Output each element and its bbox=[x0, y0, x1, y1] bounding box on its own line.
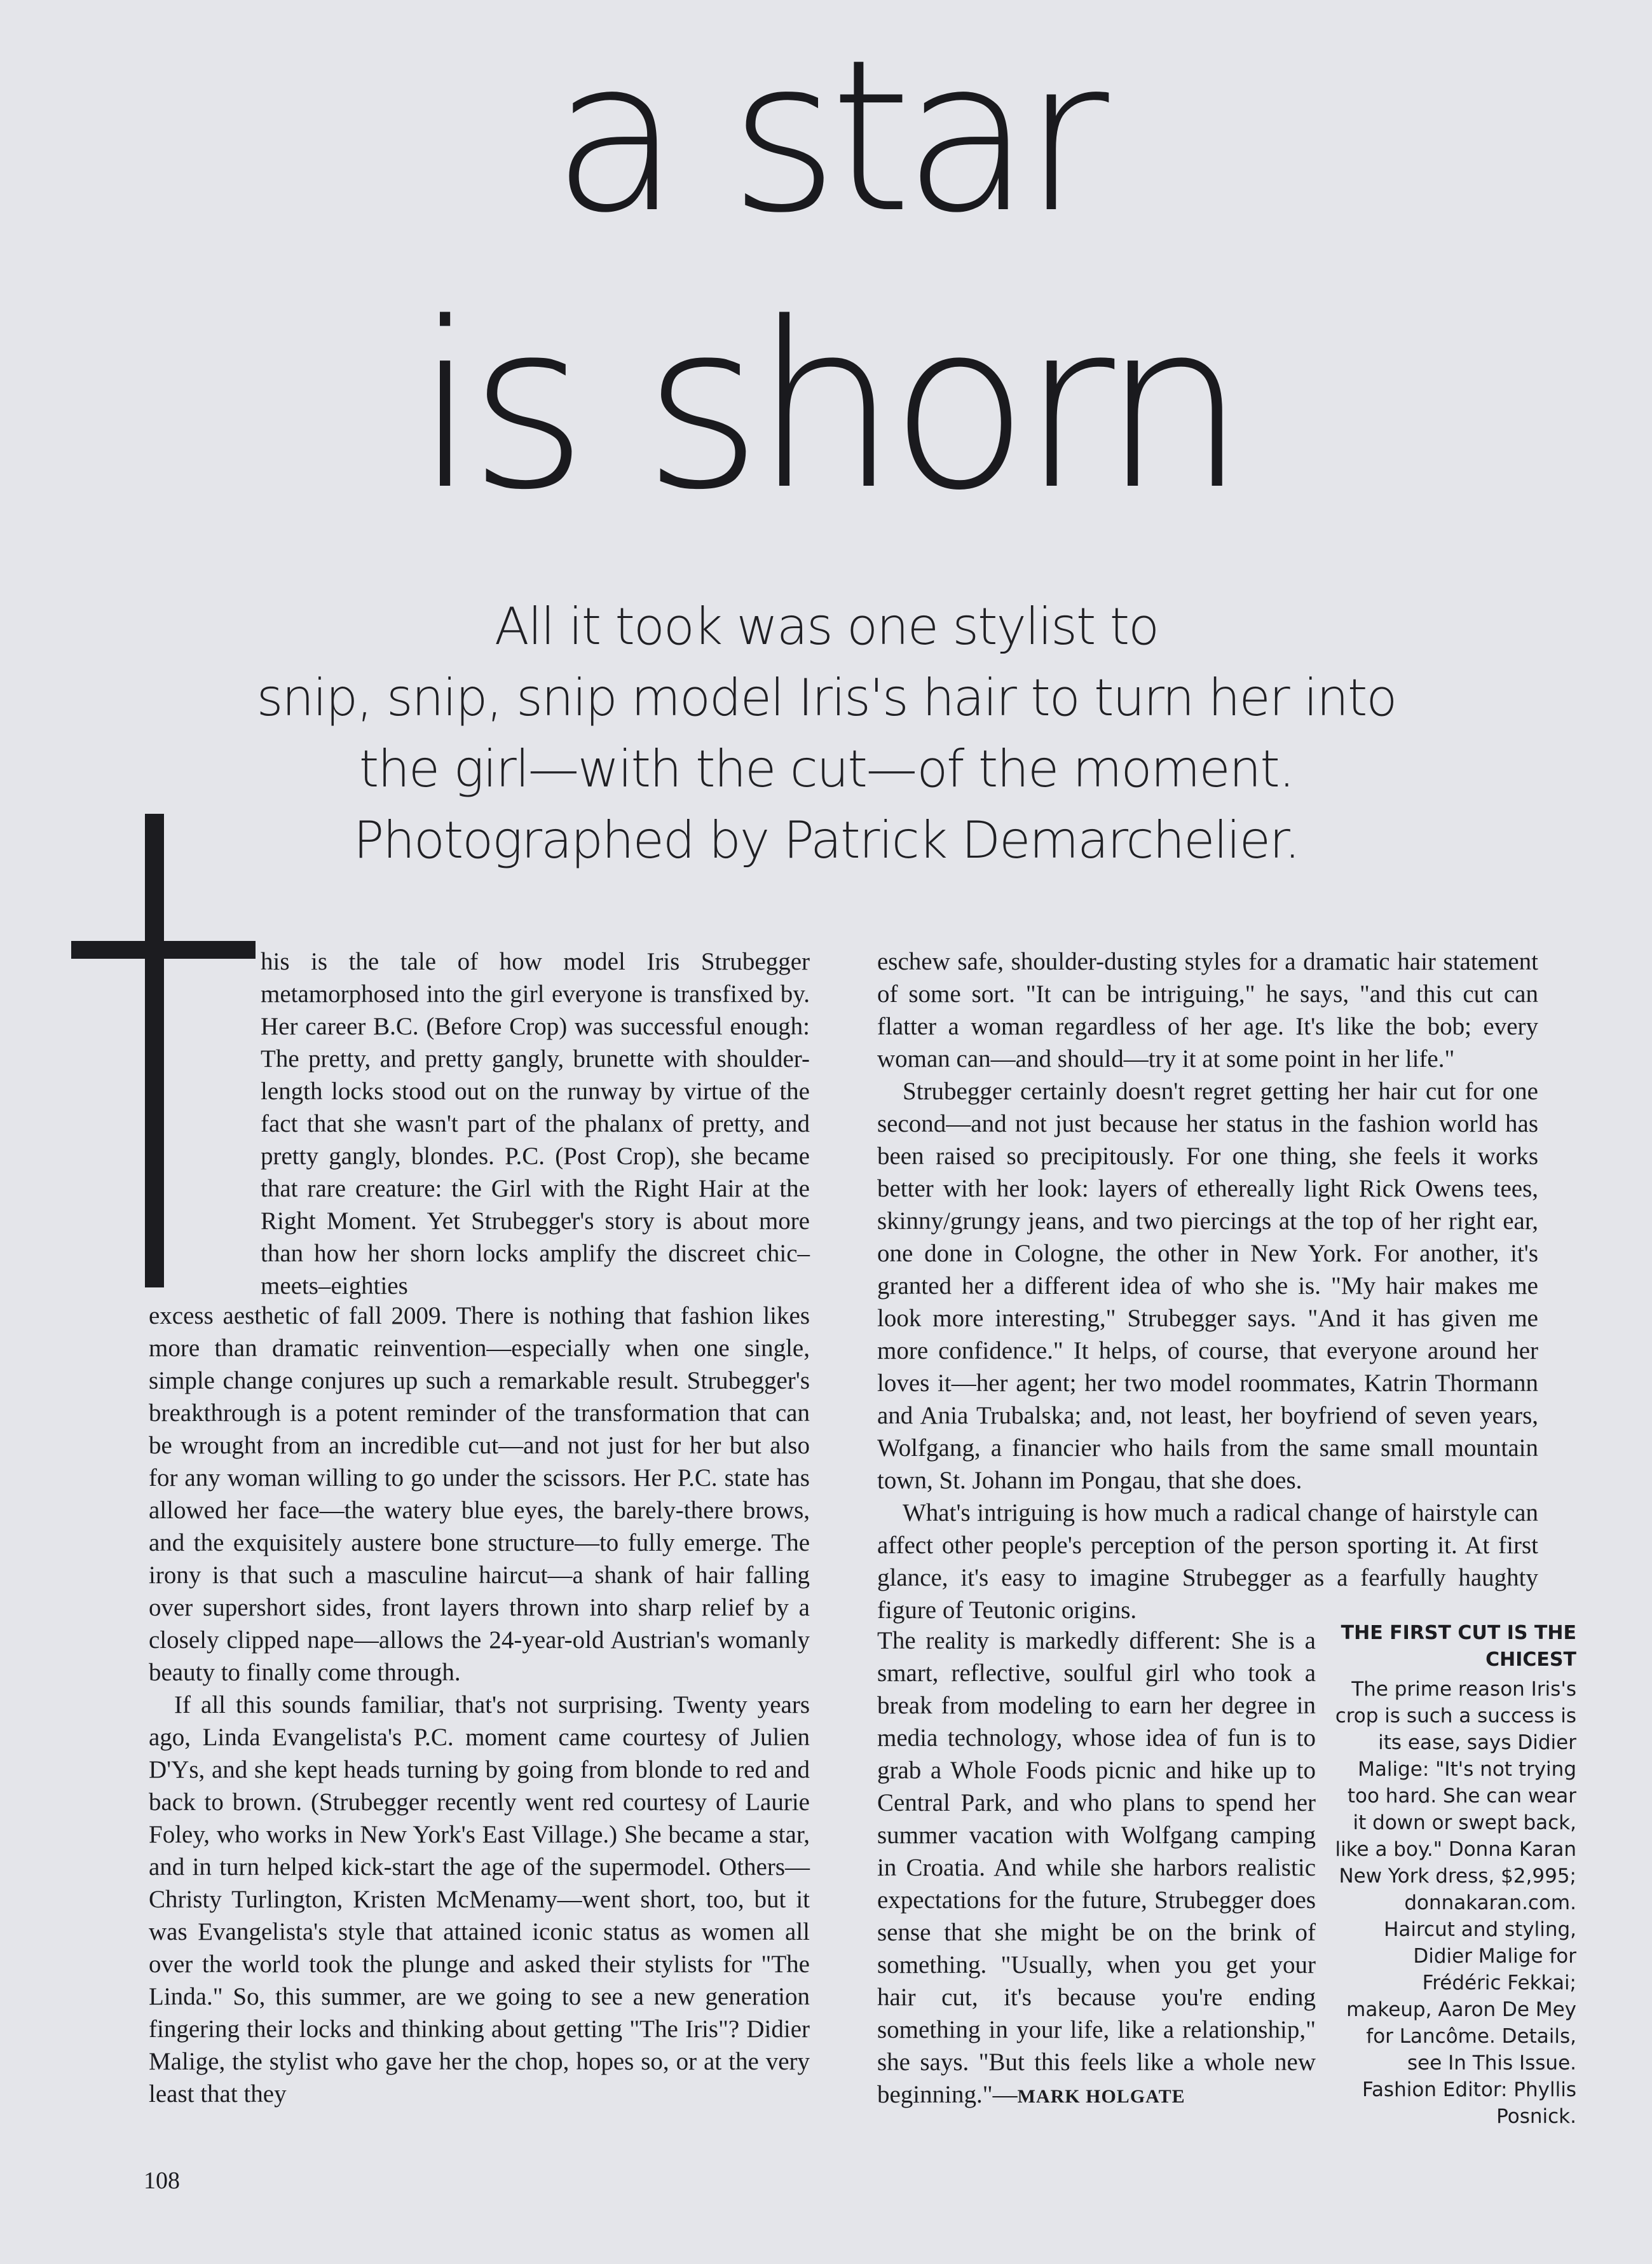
dek-line-1: All it took was one stylist to bbox=[494, 597, 1159, 656]
dek-line-4: Photographed by Patrick Demarchelier. bbox=[353, 811, 1299, 870]
article-paragraph-1-bottom: excess aesthetic of fall 2009. There is nothing that fashion likes more than dramatic reinvention—especially when one single, simple change conjures up such a remarkable result. Strubegger's breakthrough is a potent reminder of the transformation that can be wrought from an incredible cut—and not just for her but also for any woman willing to go under the scissors. Her P.C. state has allowed her face—the watery blue eyes, the barely-there brows, and the exquisitely austere bone structure—to fully emerge. The irony is that such a masculine haircut—a shank of hair falling over supershort sides, front layers thrown into sharp relief by a closely clipped nape—allows the 24-year-old Austrian's womanly beauty to finally come through. bbox=[149, 1302, 810, 1686]
article-col-right bbox=[877, 945, 1538, 1626]
dek-line-3: the girl—with the cut—of the moment. bbox=[358, 739, 1294, 799]
drop-cap-stem bbox=[145, 814, 164, 1287]
article-paragraph-1-top: his is the tale of how model Iris Strubegger metamorphosed into the girl everyone is transfixed by. Her career B.C. (Before Crop) was successful enough: The pretty, and pretty gangly, brunette with shoulder-length locks stood out on the runway by virtue of the fact that she wasn't part of the phalanx of pretty, and pretty gangly, blondes. P.C. (Post Crop), she became that rare creature: the Girl with the Right Hair at the Right Moment. Yet Strubegger's story is about more than how her shorn locks amplify the discreet chic–meets–eighties bbox=[261, 948, 810, 1300]
article-col-left-top bbox=[261, 945, 810, 1302]
article-paragraph-5-cont bbox=[877, 1624, 1316, 2113]
headline-line-2: is shorn bbox=[414, 273, 1238, 540]
article-col-left-bottom bbox=[149, 1300, 810, 2110]
page-number: 108 bbox=[144, 2167, 180, 2194]
article-paragraph-4: Strubegger certainly doesn't regret getting her hair cut for one second—and not just because her status in the fashion world has been raised so precipitously. For one thing, she feels it works better with her look: layers of ethereally light Rick Owens tees, skinny/grungy jeans, and two piercings at the top of her right ear, one done in Cologne, the other in New York. For another, it's granted her a different idea of who she is. "My hair makes me look more interesting," Strubegger says. "And it has given me more confidence." It helps, of course, that everyone around her loves it—her agent; her two model roommates, Katrin Thormann and Ania Trubalska; and, not least, her boyfriend of seven years, Wolfgang, a financier who hails from the same small mountain town, St. Johann im Pongau, that she does. bbox=[877, 1078, 1538, 1494]
byline: MARK HOLGATE bbox=[1017, 2086, 1185, 2107]
article-col-right-narrow bbox=[877, 1624, 1316, 2113]
article-paragraph-5: What's intriguing is how much a radical change of hairstyle can affect other people's perception of the person sporting it. At first glance, it's easy to imagine Strubegger as a fearfully haughty figure of Teutonic origins. bbox=[877, 1499, 1538, 1624]
fashion-editor-credit: Fashion Editor: Phyllis Posnick. bbox=[1362, 2078, 1576, 2128]
sidebar-heading: THE FIRST CUT IS THE CHICEST bbox=[1341, 1622, 1576, 1671]
dek-line-2: snip, snip, snip model Iris's hair to turn her into bbox=[256, 668, 1396, 727]
drop-cap bbox=[71, 814, 256, 1287]
sidebar-credits bbox=[1335, 1620, 1576, 2130]
article-paragraph-3: eschew safe, shoulder-dusting styles for a dramatic hair statement of some sort. "It can be intriguing," he says, "and this cut can flatter a woman regardless of her age. It's like the bob; every woman can—and should—try it at some point in her life." bbox=[877, 948, 1538, 1073]
dek bbox=[159, 591, 1494, 876]
article-paragraph-2: If all this sounds familiar, that's not surprising. Twenty years ago, Linda Evangelista's P.C. moment came courtesy of Julien D'Ys, and she kept heads turning by going from blonde to red and back to brown. (Strubegger recently went red courtesy of Laurie Foley, who works in New York's East Village.) She became a star, and in turn helped kick-start the age of the supermodel. Others—Christy Turlington, Kristen McMenamy—went short, too, but it was Evangelista's style that attained iconic status as women all over the world took the plunge and asked their stylists for "The Linda." So, this summer, are we going to see a new generation fingering their locks and thinking about getting "The Iris"? Didier Malige, the stylist who gave her the chop, hopes so, or at the very least that they bbox=[149, 1691, 810, 2108]
sidebar-body bbox=[1335, 1676, 1576, 2130]
article-paragraph-5-cont-text: The reality is markedly different: She is a smart, reflective, soulful girl who took a break from modeling to earn her degree in media technology, whose idea of fun is to grab a Whole Foods picnic and hike up to Central Park, and who plans to spend her summer vacation with Wolfgang camping in Croatia. And while she harbors realistic expectations for the future, Strubegger does sense that she might be on the brink of something. "Usually, when you get your hair cut, it's because you're ending something in your life, like a relationship," she says. "But this feels like a whole new beginning."— bbox=[877, 1627, 1316, 2108]
sidebar-text: The prime reason Iris's crop is such a success is its ease, says Didier Malige: "It's not trying too hard. She can wear it down or swept back, like a boy." Donna Karan New York dress, $2,995; donnakaran.com. Haircut and styling, Didier Malige for Frédéric Fekkai; makeup, Aaron De Mey for Lancôme. Details, see In This Issue. bbox=[1335, 1678, 1576, 2075]
headline-line-1: a star bbox=[552, 15, 1100, 259]
